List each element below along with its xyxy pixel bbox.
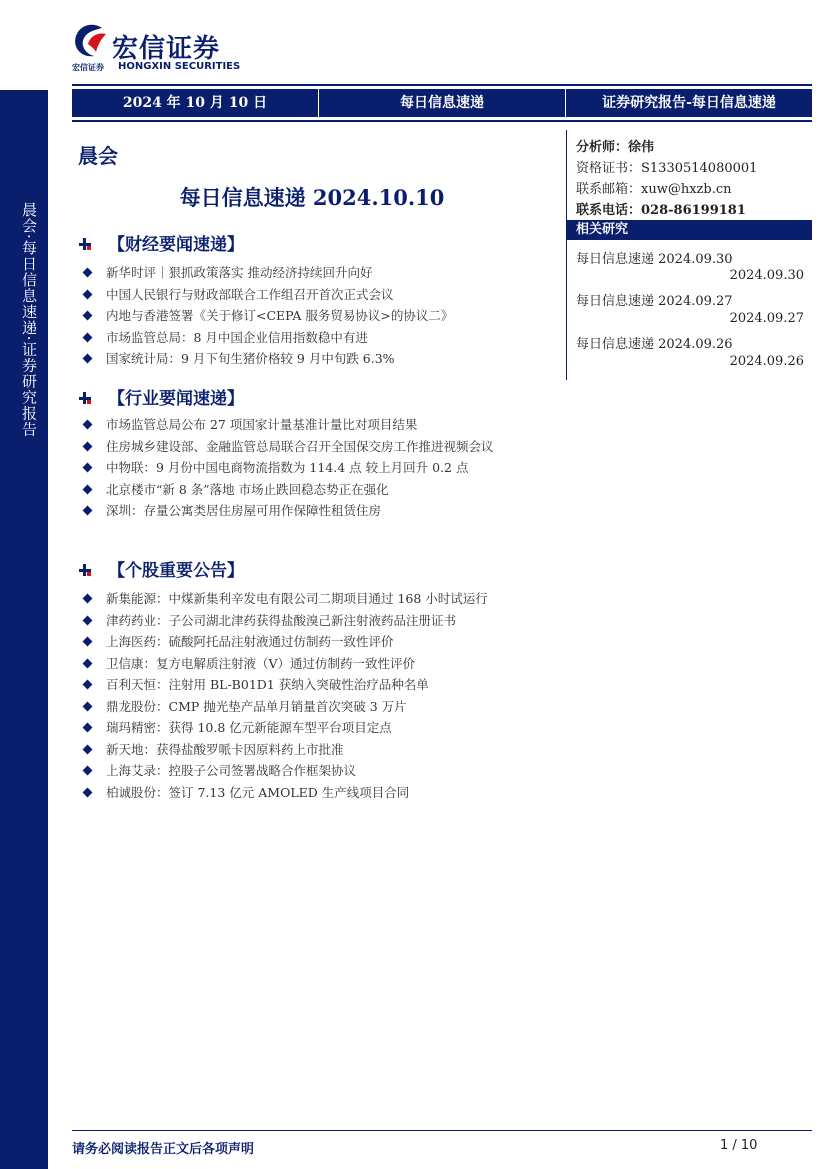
list-item: 新天地：获得盐酸罗哌卡因原料药上市批准 (80, 739, 550, 761)
news-list (80, 414, 550, 522)
list-item: 新集能源：中煤新集利辛发电有限公司二期项目通过 168 小时试运行 (80, 588, 550, 610)
header-report-type: 证券研究报告-每日信息速递 (566, 89, 812, 117)
list-item: 国家统计局：9 月下旬生猪价格较 9 月中旬跌 6.3% (80, 348, 550, 370)
brand-name-en: HONGXIN SECURITIES (118, 61, 241, 72)
list-item: 中物联：9 月份中国电商物流指数为 114.4 点 较上月回升 0.2 点 (80, 457, 550, 479)
header-bar (72, 84, 812, 122)
news-list (80, 262, 550, 370)
list-item: 住房城乡建设部、金融监管总局联合召开全国保交房工作推进视频会议 (80, 436, 550, 458)
footer-disclaimer: 请务必阅读报告正文后各项声明 (72, 1142, 255, 1157)
related-item-date: 2024.09.30 (729, 268, 804, 283)
brand-name-small: 宏信证券 (72, 63, 104, 72)
analyst-phone: 联系电话：028-86199181 (576, 203, 746, 218)
list-item: 市场监管总局：8 月中国企业信用指数稳中有进 (80, 327, 550, 349)
related-item-title: 每日信息速递 2024.09.26 (576, 337, 733, 352)
footer-divider (72, 1130, 812, 1131)
section-title: 【行业要闻速递】 (108, 389, 244, 409)
list-item: 新华时评｜狠抓政策落实 推动经济持续回升向好 (80, 262, 550, 284)
section-heading (78, 384, 244, 409)
sidebar-band (0, 90, 48, 1169)
section-heading (78, 230, 244, 255)
section-bullet-icon (78, 563, 92, 577)
list-item: 卫信康：复方电解质注射液（V）通过仿制药一致性评价 (80, 653, 550, 675)
related-research-header: 相关研究 (566, 220, 812, 240)
list-item: 百利天恒：注射用 BL-B01D1 获纳入突破性治疗品种名单 (80, 674, 550, 696)
list-item: 深圳：存量公寓类居住房屋可用作保障性租赁住房 (80, 500, 550, 522)
brand-logo-icon (72, 22, 108, 60)
related-item-date: 2024.09.27 (729, 311, 804, 326)
analyst-name: 分析师：徐伟 (576, 140, 655, 155)
header-category: 每日信息速递 (319, 89, 565, 117)
sidebar-label: 晨会·每日信息速递·证券研究报告 (20, 202, 38, 438)
list-item: 津药药业：子公司湖北津药获得盐酸溴己新注射液药品注册证书 (80, 610, 550, 632)
news-list (80, 588, 550, 803)
analyst-email: 联系邮箱：xuw@hxzb.cn (576, 182, 732, 197)
section-bullet-icon (78, 237, 92, 251)
header-date: 2024 年 10 月 10 日 (72, 89, 318, 117)
list-item: 中国人民银行与财政部联合工作组召开首次正式会议 (80, 284, 550, 306)
page-number: 1 / 10 (720, 1138, 758, 1153)
brand-name: 宏信证券 (112, 34, 221, 64)
section-title: 【财经要闻速递】 (108, 235, 244, 255)
page-tag: 晨会 (78, 144, 118, 168)
section-bullet-icon (78, 391, 92, 405)
list-item: 上海医药：硫酸阿托品注射液通过仿制药一致性评价 (80, 631, 550, 653)
list-item: 鼎龙股份：CMP 抛光垫产品单月销量首次突破 3 万片 (80, 696, 550, 718)
related-item-date: 2024.09.26 (729, 354, 804, 369)
related-item-title: 每日信息速递 2024.09.30 (576, 252, 733, 267)
list-item: 瑞玛精密：获得 10.8 亿元新能源车型平台项目定点 (80, 717, 550, 739)
list-item: 柏诚股份：签订 7.13 亿元 AMOLED 生产线项目合同 (80, 782, 550, 804)
section-title: 【个股重要公告】 (108, 561, 244, 581)
analyst-license: 资格证书：S1330514080001 (576, 161, 758, 176)
section-heading (78, 556, 244, 581)
list-item: 内地与香港签署《关于修订<CEPA 服务贸易协议>的协议二》 (80, 305, 550, 327)
column-divider (566, 130, 567, 380)
related-item-title: 每日信息速递 2024.09.27 (576, 294, 733, 309)
page-title: 每日信息速递 2024.10.10 (179, 185, 445, 210)
list-item: 北京楼市“新 8 条”落地 市场止跌回稳态势正在强化 (80, 479, 550, 501)
list-item: 市场监管总局公布 27 项国家计量基准计量比对项目结果 (80, 414, 550, 436)
list-item: 上海艾录：控股子公司签署战略合作框架协议 (80, 760, 550, 782)
